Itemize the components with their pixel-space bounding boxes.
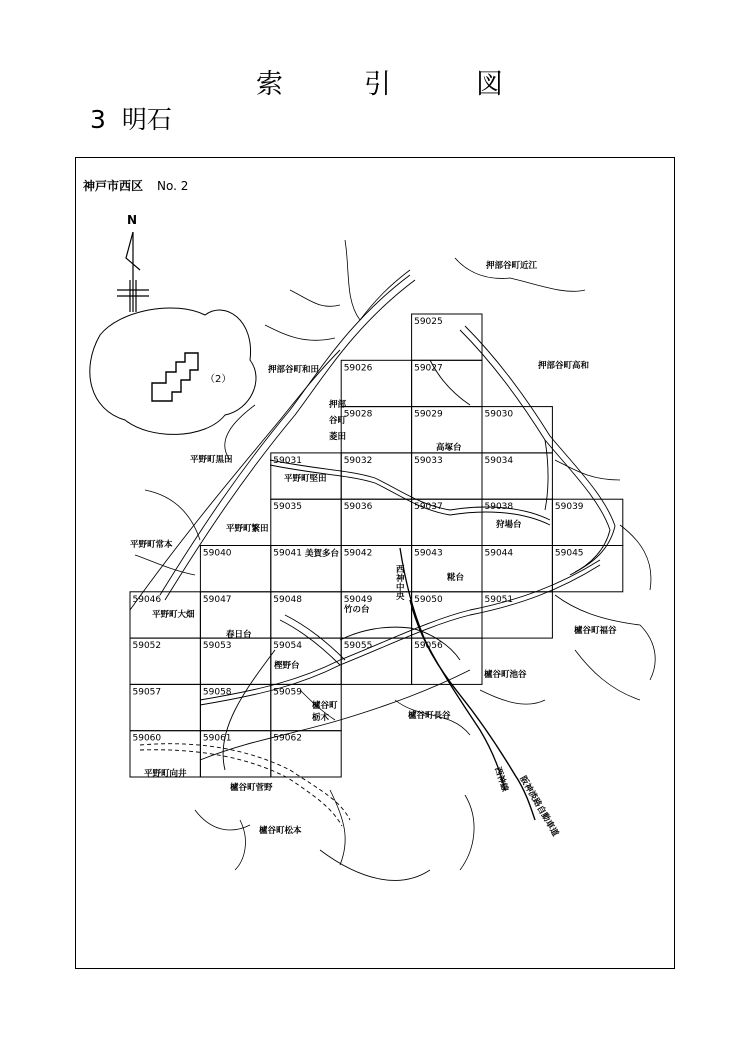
sheet-label-59053: 59053 (202, 641, 232, 652)
sheet-label-59032: 59032 (343, 455, 373, 466)
place-oshibedani-hishida-1: 押部 (329, 400, 347, 410)
place-oshibedani-oumi: 押部谷町近江 (486, 261, 538, 271)
sheet-label-59059: 59059 (273, 687, 302, 698)
sheet-label-59033: 59033 (414, 455, 443, 466)
place-oshibedani-hishida-3: 菱田 (329, 432, 347, 442)
sheet-label-59057: 59057 (132, 687, 162, 698)
sheet-label-59055: 59055 (343, 641, 373, 652)
subtitle-name: 明石 (121, 105, 172, 134)
sheet-label-59039: 59039 (554, 502, 584, 513)
sheet-label-59048: 59048 (273, 594, 302, 605)
sheet-label-59031: 59031 (273, 455, 302, 466)
label-seishin-line: 西神線 (492, 765, 510, 794)
subtitle-number: 3 (90, 105, 106, 134)
place-takatsukadai: 高塚台 (436, 443, 462, 453)
sheet-label-59045: 59045 (554, 548, 584, 559)
sheet-label-59037: 59037 (414, 502, 443, 513)
place-seishin-chuo-4: 央 (396, 592, 405, 602)
north-label: N (127, 213, 138, 227)
sheet-label-59043: 59043 (414, 548, 443, 559)
north-arrow-icon (117, 232, 149, 312)
inset-area-boundary (90, 308, 256, 434)
place-kasugadai: 春日台 (226, 630, 252, 640)
sheet-label-59060: 59060 (132, 733, 162, 744)
sheet-label-59038: 59038 (484, 502, 514, 513)
sheet-number: No. 2 (157, 179, 189, 193)
place-kashinodai: 樫野台 (274, 661, 300, 671)
expressway (410, 600, 535, 820)
sheet-label-59041: 59041 (273, 548, 302, 559)
sheet-label-59044: 59044 (484, 548, 514, 559)
place-oshibedani-wada: 押部谷町和田 (268, 365, 320, 375)
place-hirano-kayada: 平野町繁田 (226, 524, 269, 534)
place-karibadai: 狩場台 (496, 520, 522, 530)
sheet-label-59058: 59058 (202, 687, 232, 698)
place-ikawadani-fukutani: 櫨谷町福谷 (574, 626, 617, 636)
inset-highlight (152, 353, 198, 401)
place-hirano-mukai: 平野町向井 (144, 769, 187, 779)
sheet-label-59049: 59049 (343, 594, 373, 605)
sheet-label-59030: 59030 (484, 409, 514, 420)
place-ikawadani-matsumoto: 櫨谷町松本 (259, 826, 302, 836)
place-ikawadani-nagatani: 櫨谷町長谷 (408, 711, 451, 721)
place-takenodai: 竹の台 (344, 605, 370, 615)
sheet-label-59034: 59034 (484, 455, 514, 466)
sheet-label-59050: 59050 (414, 594, 443, 605)
sheet-label-59028: 59028 (343, 409, 373, 420)
place-ikawadani-tochiki-2: 栃木 (312, 713, 330, 723)
sheet-label-59046: 59046 (132, 594, 162, 605)
title-char-1: 索 (256, 69, 283, 100)
place-ikawadani-tochiki-1: 櫨谷町 (312, 701, 338, 711)
sheet-label-59051: 59051 (484, 594, 514, 605)
sheet-label-59061: 59061 (202, 733, 232, 744)
sheet-label-59056: 59056 (414, 641, 443, 652)
title-char-2: 引 (364, 69, 391, 100)
place-seishin-chuo-3: 中 (396, 583, 405, 593)
place-seishin-chuo-2: 神 (396, 574, 405, 584)
district-name: 神戸市西区 (83, 179, 144, 193)
sheet-label-59040: 59040 (202, 548, 232, 559)
place-oshibedani-takawa: 押部谷町高和 (538, 361, 590, 371)
seishin-line-railway (400, 548, 505, 790)
sheet-label-59029: 59029 (414, 409, 443, 420)
place-ikawadani-kanno: 櫨谷町菅野 (230, 783, 273, 793)
sheet-label-59025: 59025 (414, 317, 443, 327)
place-mikatadai: 美賀多台 (305, 549, 340, 559)
sheet-label-59054: 59054 (273, 641, 302, 652)
label-expressway: 阪神淡路自動車道 (517, 774, 561, 839)
sheet-label-59042: 59042 (343, 548, 373, 559)
place-hirano-ohata: 平野町大畑 (152, 610, 195, 620)
index-grid (130, 314, 623, 777)
sheet-label-59035: 59035 (273, 502, 302, 513)
boundary-lines (132, 240, 655, 880)
sheet-label-59062: 59062 (273, 733, 302, 744)
place-hirano-kuroda: 平野町黒田 (190, 455, 233, 465)
sheet-label-59027: 59027 (414, 363, 443, 374)
place-koudai: 糀台 (447, 573, 465, 583)
river-dashed (140, 744, 350, 820)
sheet-label-59052: 59052 (132, 641, 162, 652)
place-ikawadani-iketani: 櫨谷町池谷 (484, 670, 527, 680)
sheet-label-59047: 59047 (202, 594, 232, 605)
sheet-label-59026: 59026 (343, 363, 373, 374)
sheet-label-59036: 59036 (343, 502, 373, 513)
place-hirano-tsunemoto: 平野町常本 (130, 540, 173, 550)
place-hirano-katata: 平野町堅田 (284, 474, 327, 484)
title-char-3: 図 (476, 69, 503, 100)
place-seishin-chuo-1: 西 (396, 565, 405, 575)
place-oshibedani-hishida-2: 谷町 (329, 416, 347, 426)
inset-label: （2） (205, 374, 232, 385)
